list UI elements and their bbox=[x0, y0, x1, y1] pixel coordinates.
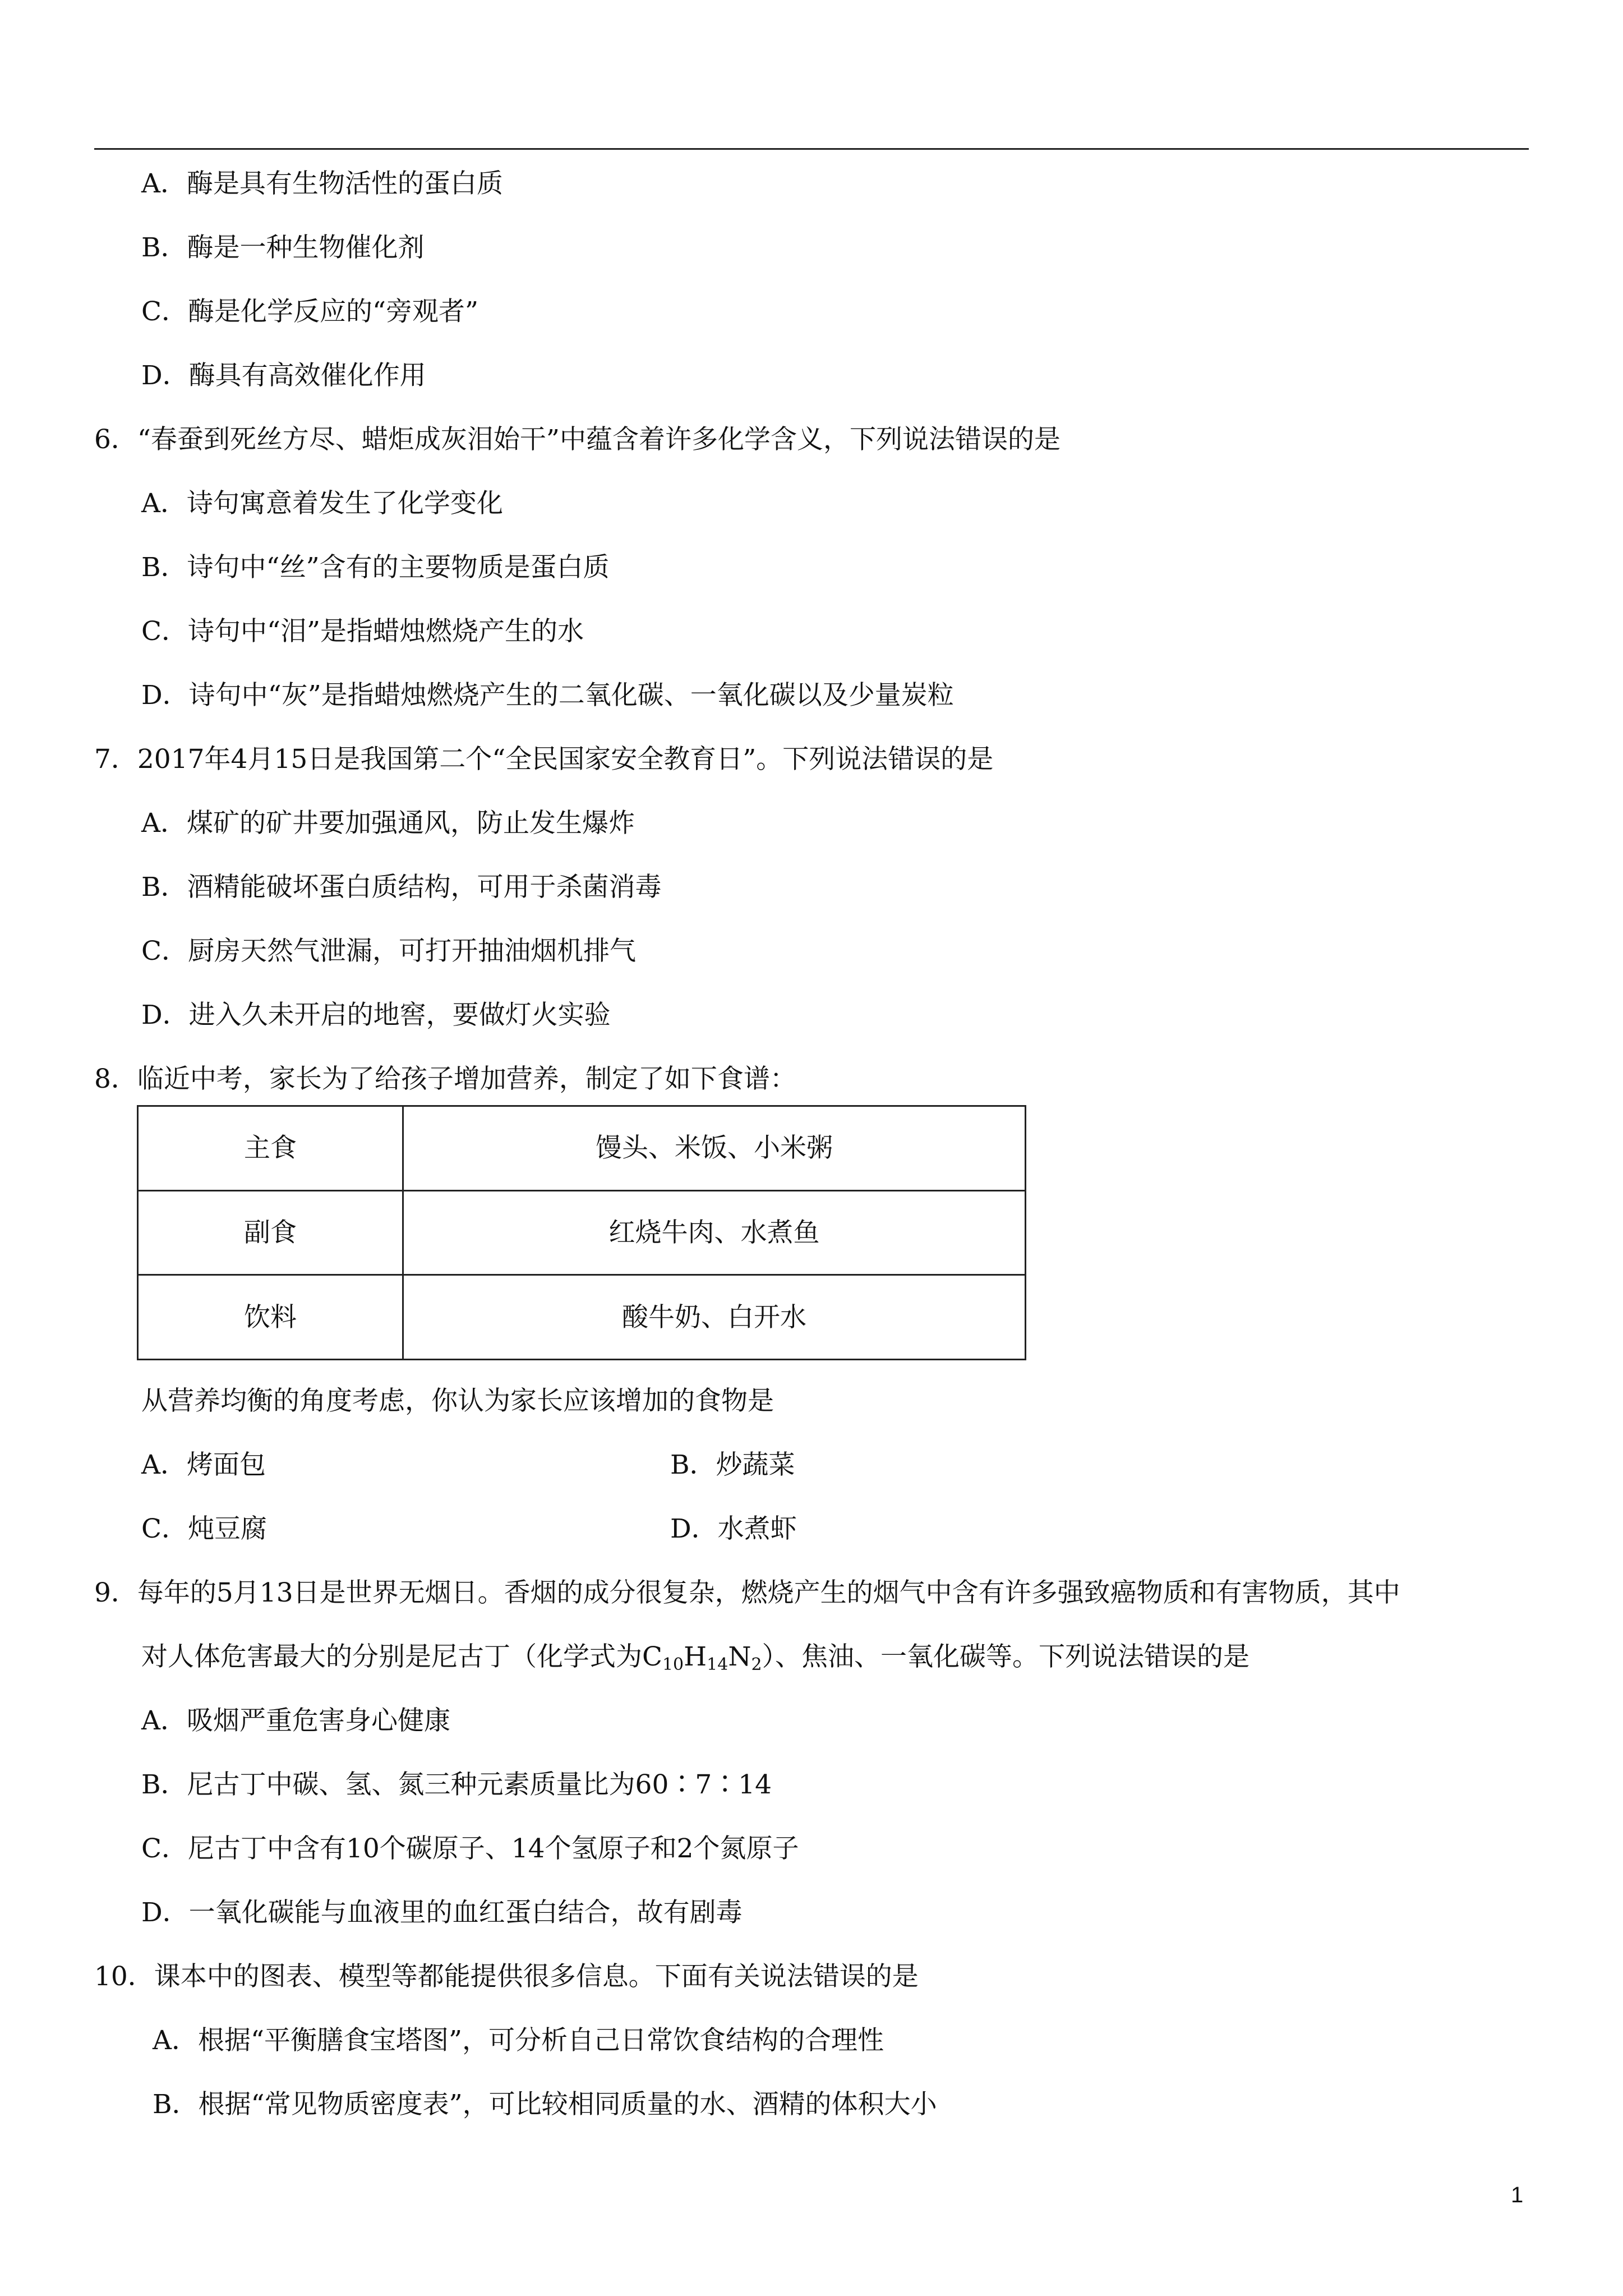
subscript: 2 bbox=[751, 1655, 762, 1674]
menu-items: 红烧牛肉、水煮鱼 bbox=[403, 1190, 1026, 1275]
q8-option-c: C．炖豆腐 bbox=[141, 1513, 267, 1544]
table-row bbox=[138, 1106, 1026, 1191]
table-row bbox=[138, 1190, 1026, 1275]
q6-option-c: C．诗句中“泪”是指蜡烛燃烧产生的水 bbox=[141, 616, 584, 647]
table-row bbox=[138, 1275, 1026, 1360]
q8-question: 从营养均衡的角度考虑，你认为家长应该增加的食物是 bbox=[141, 1386, 774, 1416]
q9-stem-text: 对人体危害最大的分别是尼古丁（化学式为C bbox=[141, 1641, 662, 1672]
page-number: 1 bbox=[1511, 2183, 1524, 2207]
menu-table bbox=[137, 1105, 1026, 1360]
q10-option-b: B．根据“常见物质密度表”，可比较相同质量的水、酒精的体积大小 bbox=[153, 2089, 937, 2120]
subscript: 10 bbox=[662, 1655, 684, 1674]
menu-category: 饮料 bbox=[138, 1275, 403, 1360]
q7-stem: 7．2017年4月15日是我国第二个“全民国家安全教育日”。下列说法错误的是 bbox=[94, 744, 994, 775]
q8-option-d: D．水煮虾 bbox=[670, 1513, 797, 1544]
q9-option-a: A．吸烟严重危害身心健康 bbox=[141, 1705, 450, 1736]
q5-option-d: D．酶具有高效催化作用 bbox=[141, 360, 426, 391]
q5-option-b: B．酶是一种生物催化剂 bbox=[141, 232, 425, 263]
q9-option-d: D．一氧化碳能与血液里的血红蛋白结合，故有剧毒 bbox=[141, 1897, 743, 1928]
q7-option-a: A．煤矿的矿井要加强通风，防止发生爆炸 bbox=[141, 808, 635, 839]
q6-stem: 6．“春蚕到死丝方尽、蜡炬成灰泪始干”中蕴含着许多化学含义，下列说法错误的是 bbox=[94, 424, 1061, 455]
menu-items: 酸牛奶、白开水 bbox=[403, 1275, 1026, 1360]
q8-stem: 8．临近中考，家长为了给孩子增加营养，制定了如下食谱： bbox=[94, 1064, 796, 1094]
q6-option-a: A．诗句寓意着发生了化学变化 bbox=[141, 488, 503, 519]
menu-category: 副食 bbox=[138, 1190, 403, 1275]
q7-option-b: B．酒精能破坏蛋白质结构，可用于杀菌消毒 bbox=[141, 872, 662, 903]
formula-element: H bbox=[684, 1641, 707, 1672]
q9-stem-line2 bbox=[141, 1641, 1250, 1674]
q9-option-c: C．尼古丁中含有10个碳原子、14个氢原子和2个氮原子 bbox=[141, 1833, 799, 1864]
q5-option-c: C．酶是化学反应的“旁观者” bbox=[141, 296, 479, 327]
q8-option-b: B．炒蔬菜 bbox=[670, 1450, 795, 1480]
q10-option-a: A．根据“平衡膳食宝塔图”，可分析自己日常饮食结构的合理性 bbox=[153, 2025, 884, 2056]
q6-option-b: B．诗句中“丝”含有的主要物质是蛋白质 bbox=[141, 552, 610, 583]
q9-stem-line1: 9．每年的5月13日是世界无烟日。香烟的成分很复杂，燃烧产生的烟气中含有许多强致癌物质和有害物质，其中 bbox=[94, 1577, 1400, 1608]
header-rule bbox=[94, 148, 1529, 150]
menu-items: 馒头、米饭、小米粥 bbox=[403, 1106, 1026, 1191]
q9-option-b: B．尼古丁中碳、氢、氮三种元素质量比为60∶7∶14 bbox=[141, 1769, 772, 1800]
q10-stem: 10．课本中的图表、模型等都能提供很多信息。下面有关说法错误的是 bbox=[94, 1961, 919, 1992]
formula-element: N bbox=[728, 1641, 751, 1672]
q7-option-d: D．进入久未开启的地窖，要做灯火实验 bbox=[141, 1000, 611, 1030]
q9-stem-text: ）、焦油、一氧化碳等。下列说法错误的是 bbox=[762, 1641, 1250, 1672]
q5-option-a: A．酶是具有生物活性的蛋白质 bbox=[141, 168, 503, 199]
menu-category: 主食 bbox=[138, 1106, 403, 1191]
q7-option-c: C．厨房天然气泄漏，可打开抽油烟机排气 bbox=[141, 936, 636, 967]
q8-option-a: A．烤面包 bbox=[141, 1450, 266, 1480]
subscript: 14 bbox=[707, 1655, 728, 1674]
q6-option-d: D．诗句中“灰”是指蜡烛燃烧产生的二氧化碳、一氧化碳以及少量炭粒 bbox=[141, 680, 954, 711]
